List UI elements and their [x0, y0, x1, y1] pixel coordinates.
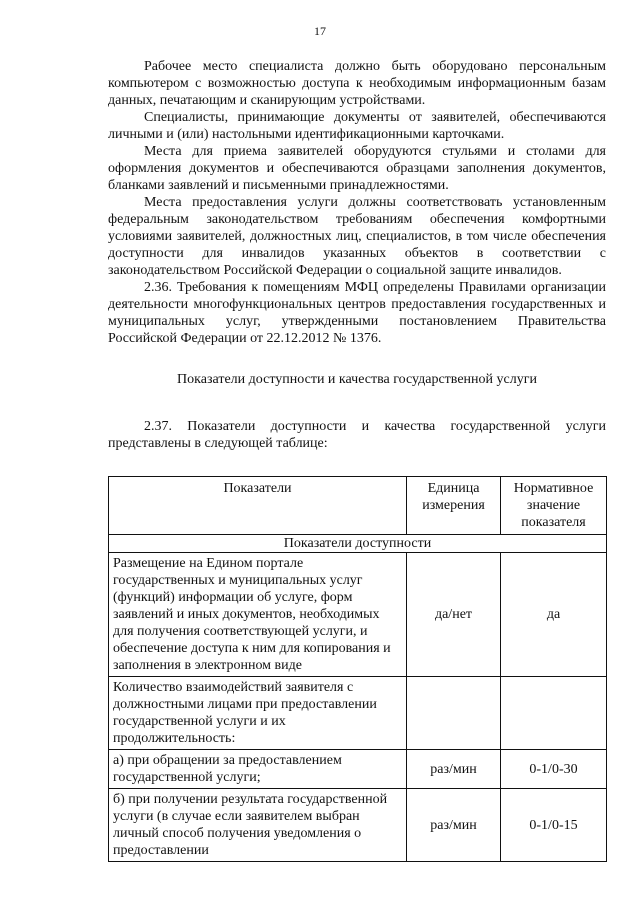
paragraph-2-36: 2.36. Требования к помещениям МФЦ определены Правилами организации деятельности многофункциональных центров предоставления государственных и муниципальных услуг, утвержденными постановлением Правительства Российской Федерации от 22.12.2012 № 1376. [108, 280, 606, 346]
section-heading: Показатели доступности и качества государственной услуги [177, 372, 537, 387]
header-normative-value: Нормативное значение показателя [501, 477, 607, 535]
unit-cell: да/нет [407, 553, 501, 677]
header-indicators: Показатели [109, 477, 407, 535]
indicator-cell: Количество взаимодействий заявителя с должностными лицами при предоставлении государственной услуги и их продолжительность: [109, 677, 407, 750]
indicator-cell: Размещение на Едином портале государственных и муниципальных услуг (функций) информации об услуге, форм заявлений и иных документов, необходимых для получения соответствующей услуги, и обеспечение доступа к ним для копирования и заполнения в электронном виде [109, 553, 407, 677]
table-header-row [109, 477, 607, 535]
indicator-cell: б) при получении результата государственной услуги (в случае если заявителем выбран личный способ получения уведомления о предоставлении [109, 789, 407, 862]
paragraph-2-37: 2.37. Показатели доступности и качества государственной услуги представлены в следующей таблице: [108, 419, 606, 451]
indicator-cell: а) при обращении за предоставлением государственной услуги; [109, 750, 407, 789]
paragraph-id-cards: Специалисты, принимающие документы от заявителей, обеспечиваются личными и (или) настольными идентификационными карточками. [108, 110, 606, 142]
table-row [109, 677, 607, 750]
table-row [109, 789, 607, 862]
value-cell: 0-1/0-30 [501, 750, 607, 789]
paragraph-accessibility: Места предоставления услуги должны соответствовать установленным федеральным законодательством требованиям обеспечения комфортными условиями заявителей, должностных лиц, специалистов, в том числе обеспечения доступности для инвалидов указанных объектов в соответствии с законодательством Российской Федерации о социальной защите инвалидов. [108, 195, 606, 278]
page-number: 17 [314, 24, 326, 38]
value-cell: 0-1/0-15 [501, 789, 607, 862]
unit-cell: раз/мин [407, 789, 501, 862]
value-cell: да [501, 553, 607, 677]
document-body [108, 58, 606, 862]
table-row [109, 553, 607, 677]
paragraph-reception-places: Места для приема заявителей оборудуются стульями и столами для оформления документов и обеспечиваются образцами заполнения документов, бланками заявлений и письменными принадлежностями. [108, 144, 606, 193]
unit-cell: раз/мин [407, 750, 501, 789]
value-cell [501, 677, 607, 750]
unit-cell [407, 677, 501, 750]
table-row [109, 750, 607, 789]
indicators-table [108, 476, 607, 862]
table-section-row [109, 535, 607, 553]
paragraph-workstation: Рабочее место специалиста должно быть оборудовано персональным компьютером с возможностью доступа к необходимым информационным базам данных, печатающим и сканирующим устройствами. [108, 59, 606, 108]
section-availability: Показатели доступности [109, 535, 607, 553]
header-unit: Единица измерения [407, 477, 501, 535]
